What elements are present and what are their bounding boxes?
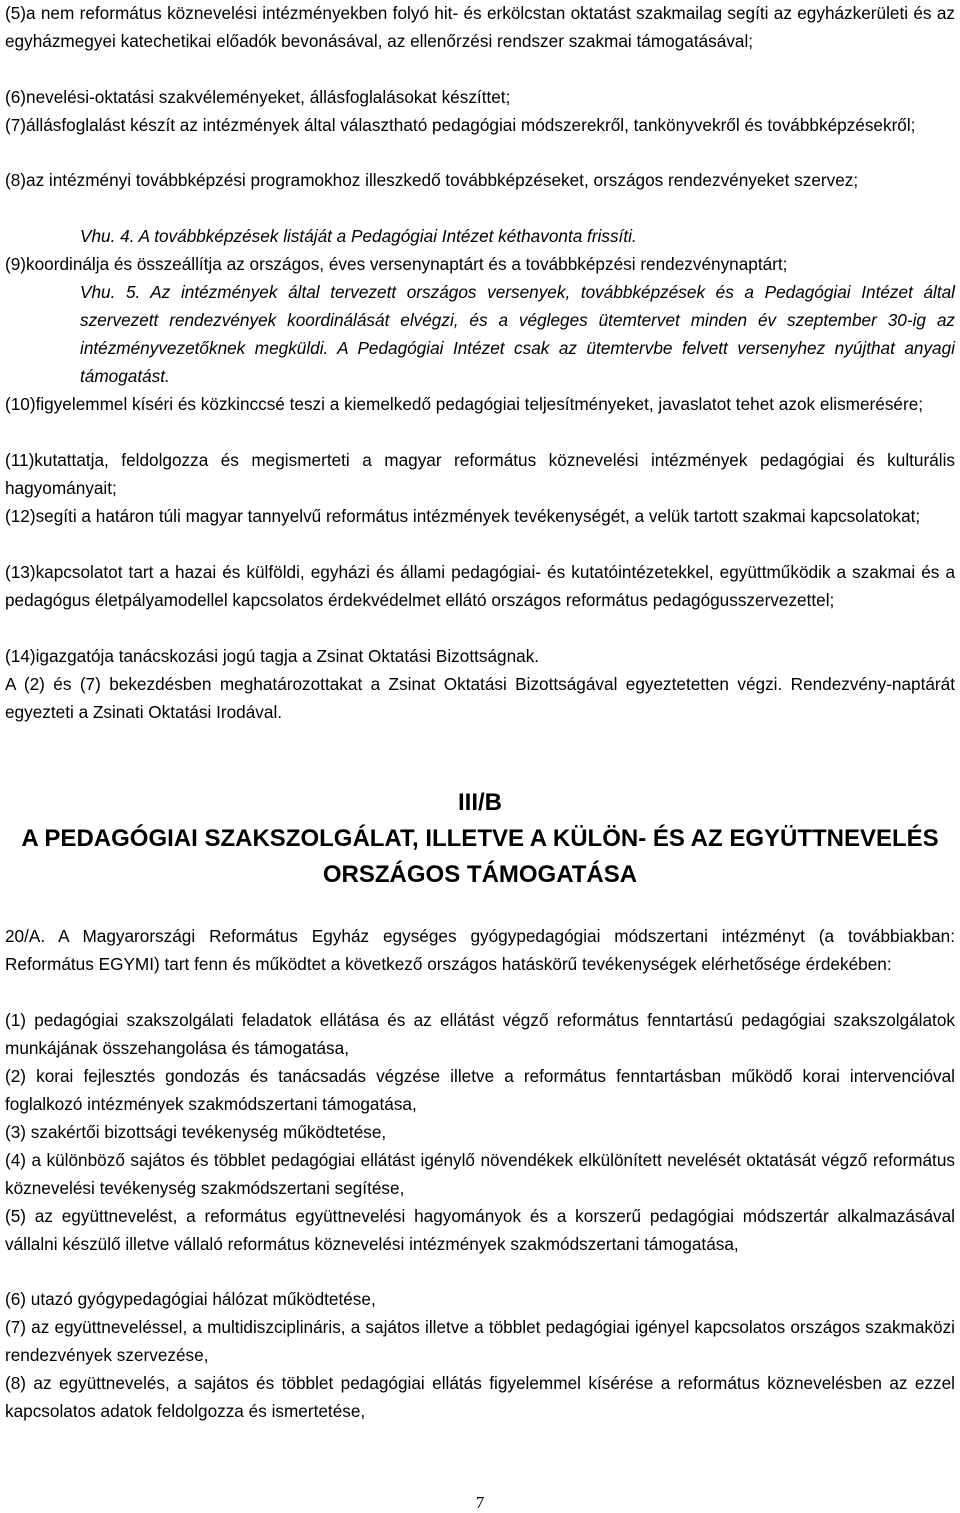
list-item-3: (3) szakértői bizottsági tevékenység működtetése,: [5, 1122, 387, 1142]
section-intro: 20/A. A Magyarországi Református Egyház egységes gyógypedagógiai módszertani intézményt (a továbbiakban: Református EGYMI) tart fenn és működtet a következő országos hatáskörű tevékenységek elérhetősége érdekében:: [5, 926, 955, 974]
paragraph-5: (5)a nem református köznevelési intézményekben folyó hit- és erkölcstan oktatást szakmailag segíti az egyházkerületi és az egyházmegyei katechetikai előadók bevonásával, az ellenőrzési rendszer szakmai támogatásával;: [5, 3, 955, 51]
implementing-rule-4: Vhu. 4. A továbbképzések listáját a Pedagógiai Intézet kéthavonta frissíti.: [80, 226, 637, 246]
list-item-1: (1) pedagógiai szakszolgálati feladatok ellátása és az ellátást végző református fenntartású pedagógiai szakszolgálatok munkájának összehangolása és támogatása,: [5, 1010, 955, 1058]
paragraph-6: (6)nevelési-oktatási szakvéleményeket, állásfoglalásokat készíttet;: [5, 87, 511, 107]
implementing-rule-5: Vhu. 5. Az intézmények által tervezett országos versenyek, továbbképzések és a Pedagógiai Intézet által szervezett rendezvények koordinálását elvégzi, és a végleges ütemtervet minden év szeptember 30-ig az intézményvezetőknek megküldi. A Pedagógiai Intézet csak az ütemtervbe felvett versenyhez nyújthat anyagi támogatást.: [80, 282, 955, 386]
list-item-4: (4) a különböző sajátos és többlet pedagógiai ellátást igénylő növendékek elkülönített nevelését oktatását végző református köznevelési tevékenység szakmódszertani segítése,: [5, 1150, 955, 1198]
section-number: III/B: [457, 789, 502, 816]
paragraph-9: (9)koordinálja és összeállítja az országos, éves versenynaptárt és a továbbképzési rendezvénynaptárt;: [5, 254, 788, 274]
list-item-6: (6) utazó gyógypedagógiai hálózat működtetése,: [5, 1289, 376, 1309]
coordination-paragraph: A (2) és (7) bekezdésben meghatározottakat a Zsinat Oktatási Bizottságával egyeztetetten végzi. Rendezvény-naptárát egyezteti a Zsinati Oktatási Irodával.: [5, 674, 955, 722]
paragraph-10: (10)figyelemmel kíséri és közkinccsé teszi a kiemelkedő pedagógiai teljesítményeket, javaslatot tehet azok elismerésére;: [5, 394, 924, 414]
list-item-8: (8) az együttnevelés, a sajátos és többlet pedagógiai ellátás figyelemmel kísérése a református köznevelésben az ezzel kapcsolatos adatok feldolgozza és ismertetése,: [5, 1373, 955, 1421]
paragraph-14: (14)igazgatója tanácskozási jogú tagja a Zsinat Oktatási Bizottságnak.: [5, 646, 540, 666]
section-title-line-2: ORSZÁGOS TÁMOGATÁSA: [322, 861, 638, 888]
paragraph-13: (13)kapcsolatot tart a hazai és külföldi, egyházi és állami pedagógiai- és kutatóintézetekkel, együttműködik a szakmai és a pedagógus életpályamodellel kapcsolatos érdekvédelmet ellátó országos református pedagógusszervezettel;: [5, 562, 955, 610]
paragraph-11: (11)kutattatja, feldolgozza és megismerteti a magyar református köznevelési intézmények pedagógiai és kulturális hagyományait;: [5, 450, 955, 498]
paragraph-8: (8)az intézményi továbbképzési programokhoz illeszkedő továbbképzéseket, országos rendezvényeket szervez;: [5, 170, 859, 190]
section-title-line-1: A PEDAGÓGIAI SZAKSZOLGÁLAT, ILLETVE A KÜLÖN- ÉS AZ EGYÜTTNEVELÉS: [21, 825, 939, 852]
paragraph-7: (7)állásfoglalást készít az intézmények által választható pedagógiai módszerekről, tankönyvekről és továbbképzésekről;: [5, 115, 916, 135]
list-item-2: (2) korai fejlesztés gondozás és tanácsadás végzése illetve a református fenntartásban működő korai intervencióval foglalkozó intézmények szakmódszertani támogatása,: [5, 1066, 955, 1114]
list-item-5: (5) az együttnevelést, a református együttnevelési hagyományok és a korszerű pedagógiai módszertár alkalmazásával vállalni készülő illetve vállaló református köznevelési intézmények szakmódszertani támogatása,: [5, 1206, 955, 1254]
list-item-7: (7) az együttneveléssel, a multidiszciplináris, a sajátos illetve a többlet pedagógiai igényel kapcsolatos országos szakmaközi rendezvények szervezése,: [5, 1317, 955, 1365]
paragraph-12: (12)segíti a határon túli magyar tannyelvű református intézmények tevékenységét, a velük tartott szakmai kapcsolatokat;: [5, 506, 921, 526]
page-number: 7: [475, 1493, 485, 1512]
